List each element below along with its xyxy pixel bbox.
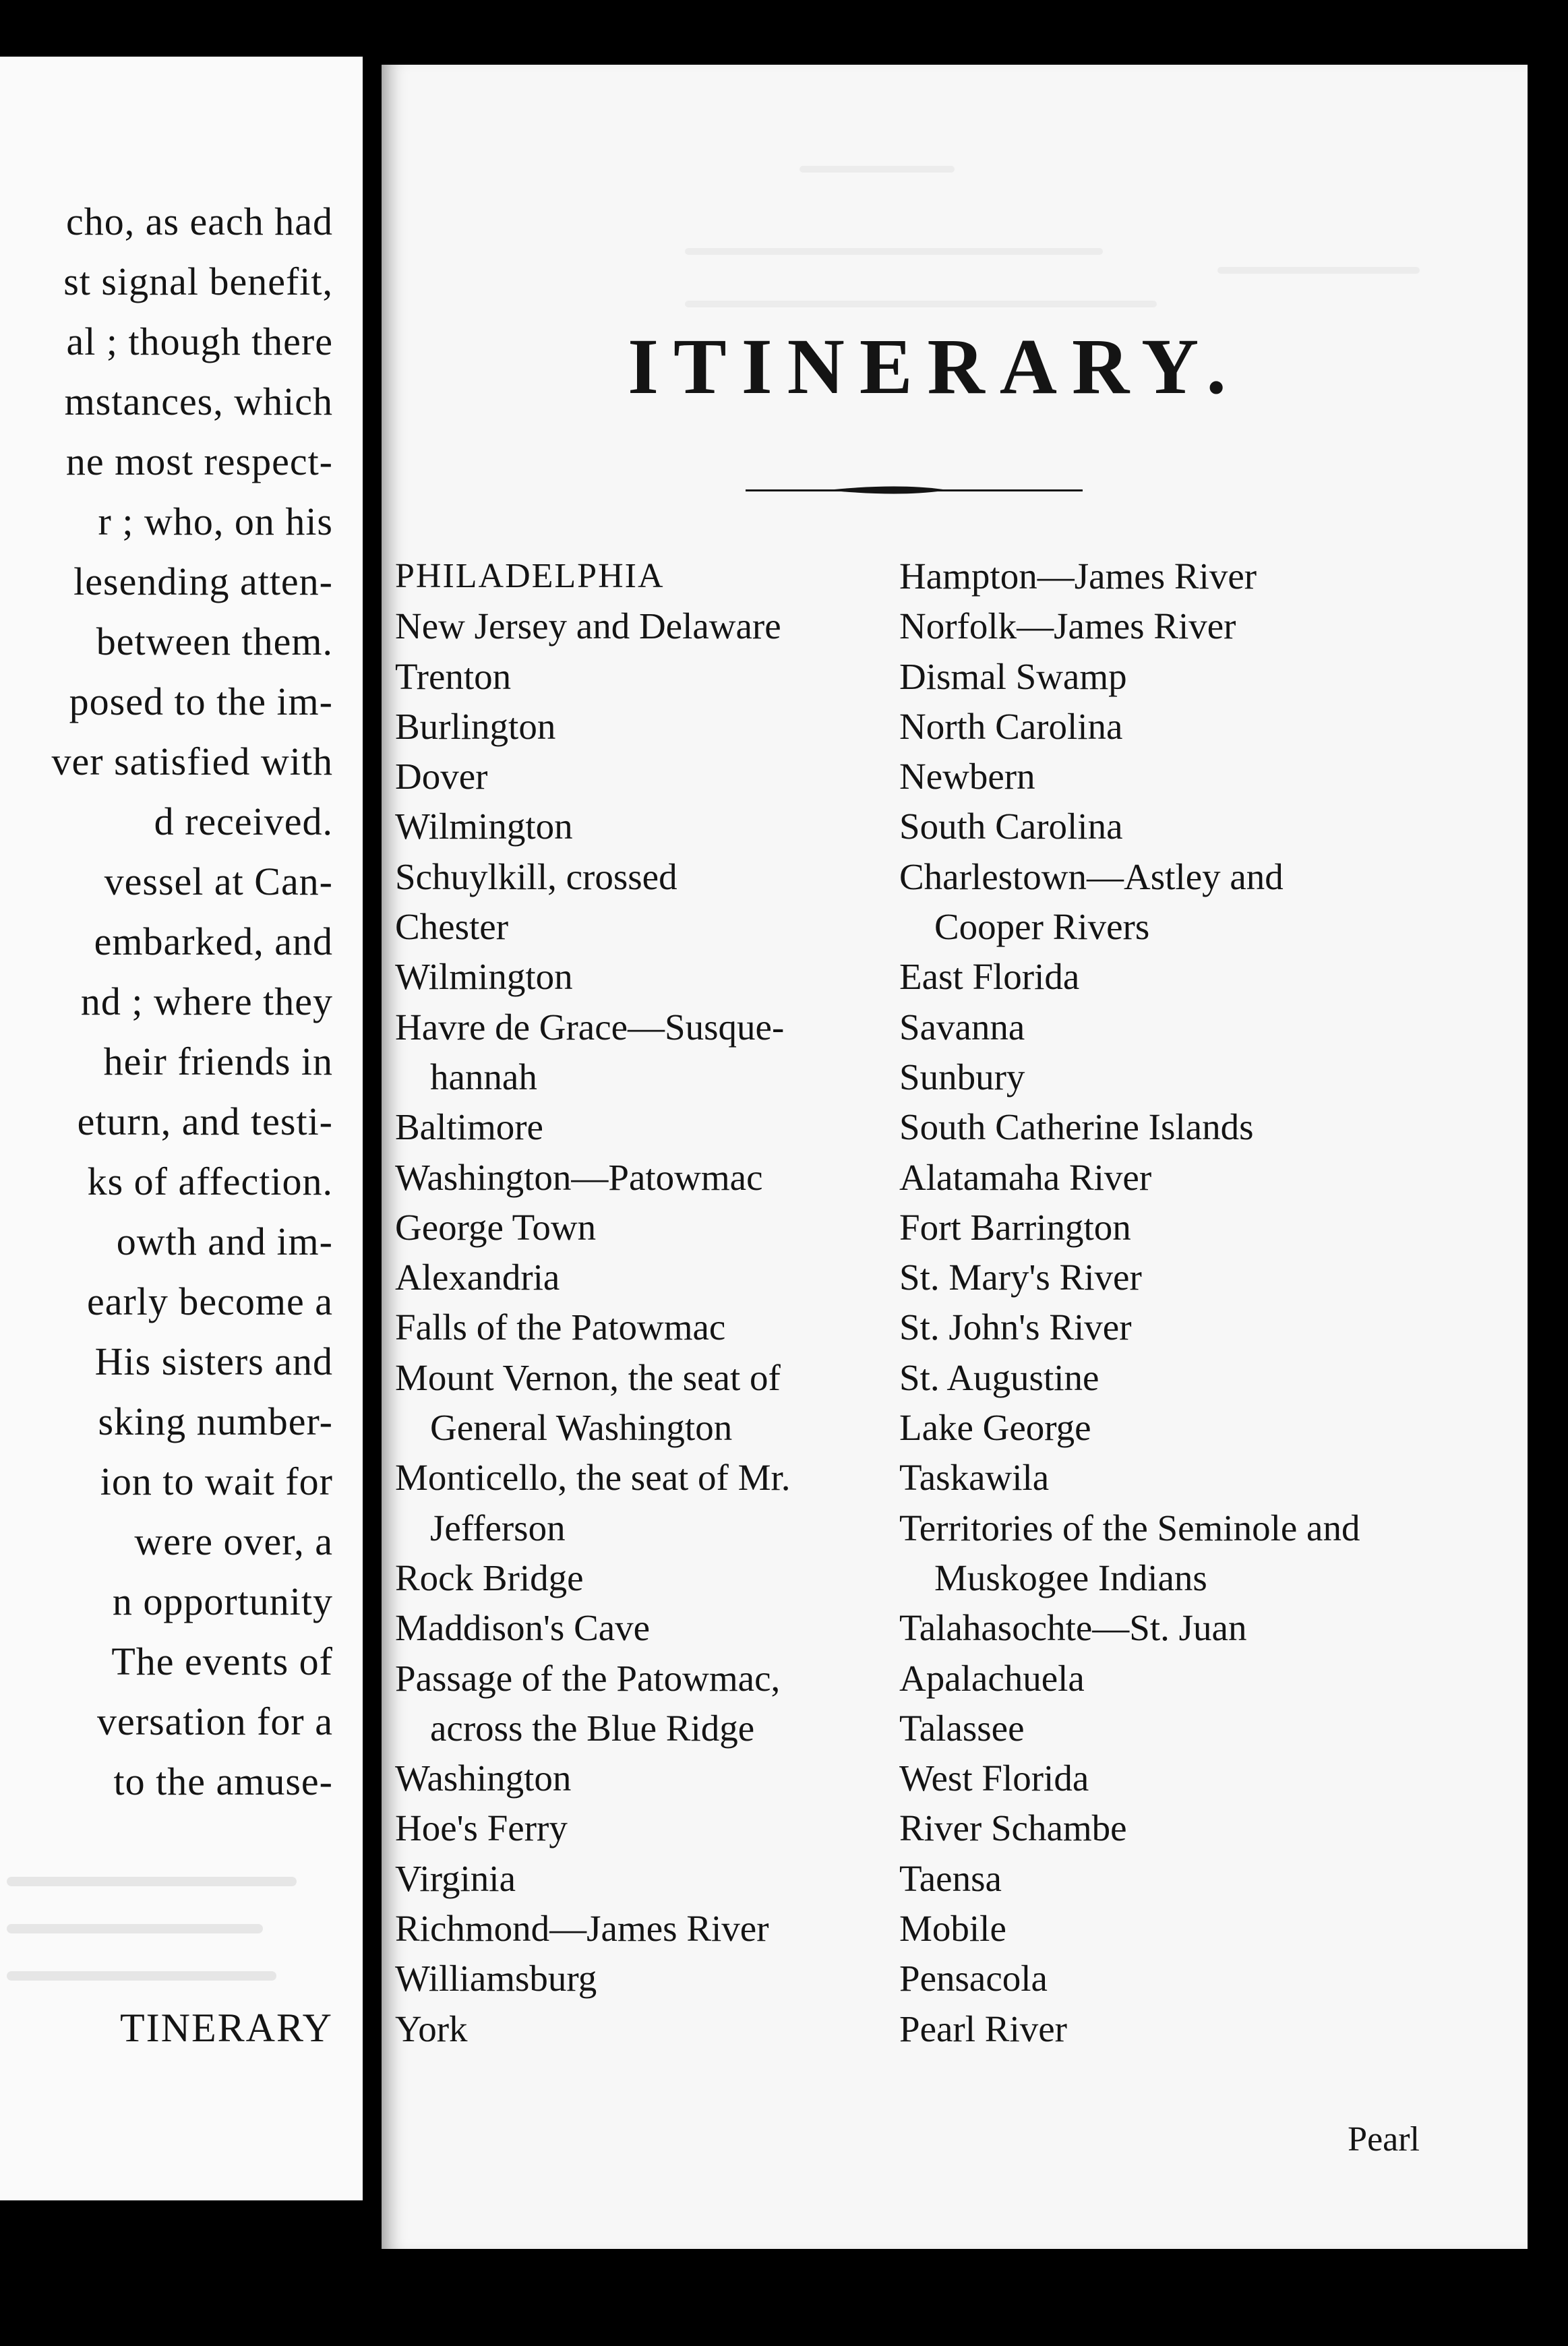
text-line: lesending atten- <box>73 560 333 603</box>
itinerary-entry: St. John's River <box>899 1306 1132 1348</box>
itinerary-entry: New Jersey and Delaware <box>395 605 781 647</box>
text-line: owth and im- <box>116 1220 333 1263</box>
itinerary-entry: Williamsburg <box>395 1958 597 1999</box>
text-line: to the amuse- <box>113 1760 333 1803</box>
itinerary-entry: Mobile <box>899 1908 1006 1950</box>
itinerary-entry: Hampton—James River <box>899 555 1257 597</box>
itinerary-entry: Maddison's Cave <box>395 1607 651 1649</box>
itinerary-entry: Dismal Swamp <box>899 655 1127 697</box>
itinerary-entry-continuation: hannah <box>430 1056 537 1097</box>
text-line: between them. <box>96 620 333 663</box>
itinerary-entry: Savanna <box>899 1006 1025 1048</box>
text-line: ver satisfied with <box>51 740 333 783</box>
text-line: ion to wait for <box>100 1460 333 1503</box>
page-title: ITINERARY. <box>628 322 1241 411</box>
itinerary-entry: South Catherine Islands <box>899 1106 1254 1148</box>
bleed-through-mark <box>800 166 955 173</box>
itinerary-entry: Dover <box>395 756 488 798</box>
title-rule-ornament <box>746 480 1083 500</box>
itinerary-entry: Washington—Patowmac <box>395 1156 763 1198</box>
itinerary-entry: Lake George <box>899 1407 1091 1449</box>
text-line: ks of affection. <box>87 1160 333 1203</box>
text-line: n opportunity <box>112 1580 333 1623</box>
catchword: Pearl <box>1348 2120 1420 2159</box>
itinerary-entry: Territories of the Seminole and <box>899 1507 1360 1548</box>
itinerary-entry: Trenton <box>395 655 512 697</box>
text-line: r ; who, on his <box>98 500 333 543</box>
itinerary-entry: Taensa <box>899 1857 1002 1899</box>
itinerary-entry: Pensacola <box>899 1958 1048 1999</box>
itinerary-entry: Wilmington <box>395 806 573 847</box>
itinerary-entry: Talassee <box>899 1707 1025 1749</box>
itinerary-entry: South Carolina <box>899 806 1123 847</box>
itinerary-entry: George Town <box>395 1206 597 1248</box>
bleed-through-mark <box>7 1971 276 1981</box>
itinerary-entry-continuation: Muskogee Indians <box>934 1557 1207 1598</box>
itinerary-entry: Sunbury <box>899 1056 1025 1097</box>
itinerary-column-left <box>395 551 934 2054</box>
text-line: mstances, which <box>64 380 333 423</box>
text-line: versation for a <box>97 1700 333 1743</box>
text-line: posed to the im- <box>69 680 333 723</box>
itinerary-entry: Havre de Grace—Susque- <box>395 1006 785 1048</box>
itinerary-entry: North Carolina <box>899 705 1123 747</box>
itinerary-entry: Mount Vernon, the seat of <box>395 1356 781 1398</box>
itinerary-entry: Chester <box>395 906 509 948</box>
bleed-through-mark <box>685 301 1157 307</box>
bleed-through-mark <box>1217 267 1420 274</box>
text-line: early become a <box>86 1280 333 1323</box>
itinerary-column-right <box>899 551 1492 2054</box>
previous-page <box>0 57 363 2200</box>
itinerary-entry: Alatamaha River <box>899 1156 1152 1198</box>
itinerary-entry: Hoe's Ferry <box>395 1807 568 1849</box>
itinerary-entry: Baltimore <box>395 1106 543 1148</box>
itinerary-entry-continuation: across the Blue Ridge <box>430 1707 755 1749</box>
itinerary-entry: Wilmington <box>395 956 573 998</box>
text-line: The events of <box>111 1640 333 1683</box>
itinerary-entry: Fort Barrington <box>899 1206 1131 1248</box>
itinerary-entry: West Florida <box>899 1757 1089 1799</box>
itinerary-entry: Charlestown—Astley and <box>899 855 1284 897</box>
itinerary-entry: Taskawila <box>899 1457 1050 1499</box>
text-line: eturn, and testi- <box>77 1100 333 1143</box>
text-line: sking number- <box>98 1400 333 1443</box>
itinerary-entry: St. Mary's River <box>899 1257 1142 1298</box>
itinerary-entry: Burlington <box>395 705 556 747</box>
bleed-through-mark <box>7 1877 297 1886</box>
itinerary-entry: Washington <box>395 1757 572 1799</box>
itinerary-entry-continuation: Jefferson <box>430 1507 566 1548</box>
text-line: d received. <box>154 800 333 843</box>
itinerary-entry: Pearl River <box>899 2008 1067 2049</box>
text-line: His sisters and <box>94 1340 333 1383</box>
itinerary-entry: Talahasochte—St. Juan <box>899 1607 1247 1649</box>
itinerary-entry-continuation: Cooper Rivers <box>934 906 1150 948</box>
itinerary-entry: Apalachuela <box>899 1657 1085 1699</box>
itinerary-entry: Schuylkill, crossed <box>395 855 677 897</box>
text-line: al ; though there <box>66 320 333 363</box>
text-line: embarked, and <box>94 920 333 963</box>
itinerary-entry: East Florida <box>899 956 1080 998</box>
itinerary-entry: Norfolk—James River <box>899 605 1236 647</box>
previous-page-text <box>52 191 333 1811</box>
itinerary-entry: York <box>395 2008 468 2049</box>
itinerary-entry: Monticello, the seat of Mr. <box>395 1457 791 1499</box>
previous-page-catchword: TINERARY <box>120 2006 333 2050</box>
text-line: vessel at Can- <box>104 860 333 903</box>
itinerary-entry: Richmond—James River <box>395 1908 769 1950</box>
itinerary-entry: St. Augustine <box>899 1356 1099 1398</box>
itinerary-entry: Alexandria <box>395 1257 560 1298</box>
itinerary-entry: Newbern <box>899 756 1035 798</box>
itinerary-entry: River Schambe <box>899 1807 1127 1849</box>
bleed-through-mark <box>685 248 1103 255</box>
text-line: heir friends in <box>103 1040 333 1083</box>
itinerary-entry: Falls of the Patowmac <box>395 1306 726 1348</box>
itinerary-entry: Passage of the Patowmac, <box>395 1657 781 1699</box>
itinerary-entry: Virginia <box>395 1857 516 1899</box>
text-line: nd ; where they <box>80 980 333 1023</box>
text-line: cho, as each had <box>65 200 333 243</box>
current-page <box>382 65 1528 2249</box>
text-line: ne most respect- <box>65 440 333 483</box>
itinerary-entry-continuation: General Washington <box>430 1407 733 1449</box>
itinerary-entry: Rock Bridge <box>395 1557 584 1598</box>
itinerary-entry: PHILADELPHIA <box>395 557 665 595</box>
text-line: were over, a <box>134 1520 333 1563</box>
text-line: st signal benefit, <box>63 260 333 303</box>
bleed-through-mark <box>7 1924 263 1933</box>
